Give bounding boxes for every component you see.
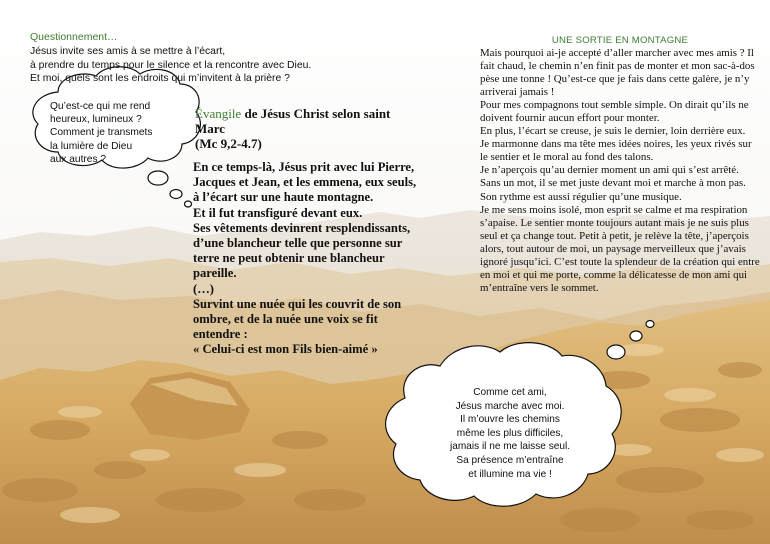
bubble-left-text: Qu’est-ce qui me rend heureux, lumineux ? Comment je transmets la lumière de Dieu aux autres ? — [50, 101, 153, 165]
questioning-title: Questionnement… — [30, 31, 118, 43]
gospel-heading — [195, 106, 410, 151]
questioning-text: Jésus invite ses amis à se mettre à l’écart, à prendre du temps pour le silence et la rencontre avec Dieu. Et moi, quels sont les endroits qui m’invitent à la prière ? — [30, 46, 312, 85]
gospel-title-green: Évangile — [195, 106, 242, 121]
gospel-title-rest: de Jésus Christ selon saint Marc — [195, 106, 391, 136]
story-text: Mais pourquoi ai-je accepté d’aller marcher avec mes amis ? Il fait chaud, le chemin n’en finit pas de monter et mon sac-à-dos pèse une tonne ! Qu’est-ce que je fais dans cette galère, je n’y arriverai jamais ! Pour mes compagnons tout semble simple. On dirait qu’ils ne doivent fournir aucun effort pour monter. En plus, l’écart se creuse, je suis le dernier, loin derrière eux. Je marmonne dans ma tête mes idées noires, les yeux rivés sur le sentier et le moral au fond des talons. Je n’aperçois qu’au dernier moment un ami qui s’est arrêté. Sans un mot, il se met juste devant moi et marche à mon pas. Son rythme est aussi régulier qu’une musique. Je me sens moins isolé, mon esprit se calme et ma respiration s’apaise. Le sentier monte toujours autant mais je ne suis plus seul et ça change tout. Petit à petit, je relève la tête, j’aperçois alors, tout autour de moi, un paysage merveilleux que j’avais ignoré jusqu’ici. C’est toute la splendeur de la création qui entre en moi et qui me porte, comme la délicatesse de mon ami qui m’entraîne vers le sommet. — [480, 47, 760, 294]
gospel-reference: (Mc 9,2-4.7) — [195, 136, 262, 151]
story-title: UNE SORTIE EN MONTAGNE — [551, 35, 689, 46]
gospel-text: En ce temps-là, Jésus prit avec lui Pierre, Jacques et Jean, et les emmena, eux seuls, à l’écart sur une haute montagne. Et il fut transfiguré devant eux. Ses vêtements devinrent resplendissants, d’une blancheur telle que personne sur terre ne peut obtenir une blancheur pareille. (…) Survint une nuée qui les couvrit de son ombre, et de la nuée une voix se fit entendre : « Celui-ci est mon Fils bien-aimé » — [193, 160, 417, 357]
bubble-right-text: Comme cet ami, Jésus marche avec moi. Il m’ouvre les chemins même les plus difficiles, jamais il ne me laisse seul. Sa présence m’entraîne et illumine ma vie ! — [449, 387, 571, 480]
